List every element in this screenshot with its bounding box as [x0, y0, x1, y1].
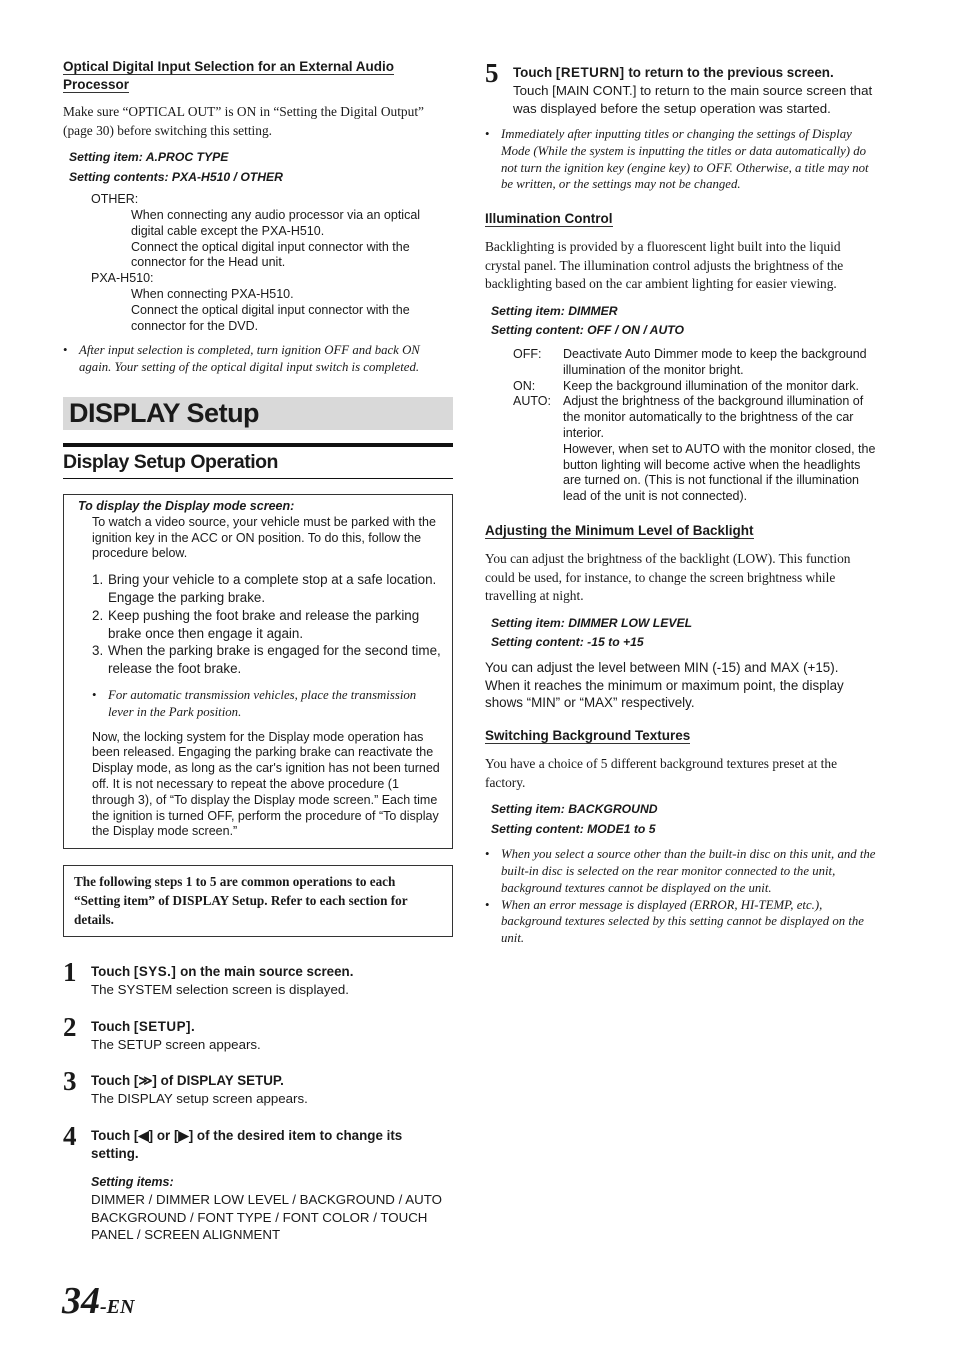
- step-4: [63, 1121, 453, 1243]
- left-column: [63, 58, 453, 1244]
- display-mode-note: • For automatic transmission vehicles, place the transmission lever in the Park position.: [92, 687, 417, 719]
- option-pxa-label: PXA-H510:: [91, 271, 154, 286]
- step-number: 1: [63, 957, 77, 988]
- step-number: 3: [63, 1066, 77, 1097]
- textures-note-1: • When you select a source other than the built-in disc on this unit, and the built-in disc is selected on the rear monitor connected to the unit, background textures cannot be displayed on the unit.: [485, 847, 876, 895]
- backlight-heading-wrap: [485, 522, 877, 540]
- step5-note: • Immediately after inputting titles or changing the settings of Display Mode (While the system is inputting the titles or data automatically) do not turn the ignition key (engine key) to OFF. Otherwise, a title may not be written, or the settings may not be changed.: [485, 127, 869, 192]
- double-chevron-right-icon: ≫: [138, 1073, 153, 1089]
- bullet-icon: •: [92, 687, 97, 702]
- illumination-setting-content: Setting content: OFF / ON / AUTO: [491, 323, 684, 338]
- optical-options: [63, 192, 453, 334]
- step-body: The SETUP screen appears.: [91, 1037, 261, 1053]
- option-other-desc1: When connecting any audio processor via an optical digital cable except the PXA-H510.: [131, 207, 421, 238]
- return-key-label: [RETURN]: [555, 65, 625, 80]
- display-mode-intro: To watch a video source, your vehicle must be parked with the ignition key in the ACC or ON position. To do this, follow the procedure below.: [92, 514, 436, 561]
- display-setup-title: DISPLAY Setup: [63, 397, 453, 430]
- steps-list: [63, 957, 453, 1243]
- step-body: Touch [MAIN CONT.] to return to the main source screen that was displayed before the setup operation was started.: [513, 83, 873, 116]
- step-2: [63, 1012, 453, 1072]
- option-pxa-desc2: Connect the optical digital input connector with the connector for the DVD.: [131, 302, 410, 333]
- display-mode-box: [63, 494, 453, 849]
- backlight-setting-content: Setting content: -15 to +15: [491, 635, 644, 650]
- optical-intro: Make sure “OPTICAL OUT” is ON in “Setting the Digital Output” (page 30) before switching this setting.: [63, 104, 424, 138]
- display-setup-operation-title: Display Setup Operation: [63, 443, 453, 479]
- list-item: 1. Bring your vehicle to a complete stop at a safe location. Engage the parking brake.: [92, 572, 437, 605]
- bullet-icon: •: [485, 847, 490, 862]
- optical-note-text: After input selection is completed, turn ignition OFF and back ON again. Your setting of the optical digital input switch is completed.: [79, 343, 420, 375]
- setup-key-label: [SETUP]: [133, 1019, 191, 1035]
- textures-note-2: • When an error message is displayed (ERROR, HI-TEMP, etc.), background textures selected by this setting cannot be displayed on the unit.: [485, 897, 864, 946]
- step-3: [63, 1066, 453, 1127]
- step-title: Touch [RETURN] to return to the previous screen.: [513, 65, 834, 80]
- bullet-icon: •: [485, 127, 490, 141]
- textures-setting-content: Setting content: MODE1 to 5: [491, 821, 656, 836]
- display-mode-heading: To display the Display mode screen:: [78, 498, 295, 513]
- page-suffix: -EN: [100, 1296, 135, 1318]
- dimmer-option-off: OFF: Deactivate Auto Dimmer mode to keep the background illumination of the monitor bright.: [513, 346, 867, 377]
- step-number: 4: [63, 1121, 77, 1152]
- dimmer-option-on: ON: Keep the background illumination of the monitor dark.: [513, 378, 860, 393]
- step-5: [485, 58, 877, 117]
- optical-heading-wrap: [63, 58, 433, 94]
- bullet-icon: •: [485, 897, 490, 912]
- step-number: 5: [485, 58, 499, 88]
- option-pxa-desc1: When connecting PXA-H510.: [131, 286, 294, 301]
- step-title: Touch [SYS.] on the main source screen.: [91, 964, 354, 980]
- illumination-heading: Illumination Control: [485, 211, 613, 227]
- backlight-heading: Adjusting the Minimum Level of Backlight: [485, 522, 754, 538]
- step-body: The SYSTEM selection screen is displayed.: [91, 982, 349, 998]
- textures-heading: Switching Background Textures: [485, 728, 691, 744]
- list-item: 3. When the parking brake is engaged for the second time, release the foot brake.: [92, 643, 441, 677]
- option-other-label: OTHER:: [91, 192, 139, 207]
- textures-body: You have a choice of 5 different background textures preset at the factory.: [485, 756, 838, 790]
- right-column: [485, 58, 877, 947]
- step-title: Touch [SETUP].: [91, 1019, 195, 1035]
- step-number: 2: [63, 1012, 77, 1043]
- backlight-setting-item: Setting item: DIMMER LOW LEVEL: [491, 615, 693, 630]
- dimmer-options: [485, 347, 877, 505]
- illumination-heading-wrap: [485, 210, 877, 228]
- display-mode-steps: [78, 571, 442, 678]
- optical-note: [63, 342, 453, 376]
- optical-setting-item: Setting item: A.PROC TYPE: [69, 150, 229, 165]
- illumination-setting-item: Setting item: DIMMER: [491, 303, 618, 318]
- step-title: Touch [≫] of DISPLAY SETUP.: [91, 1073, 284, 1089]
- step-body: The DISPLAY setup screen appears.: [91, 1091, 308, 1107]
- step-title: Touch [◀] or [▶] of the desired item to change its setting.: [91, 1128, 403, 1162]
- optical-setting-contents: Setting contents: PXA-H510 / OTHER: [69, 169, 283, 184]
- page-number: 34-EN: [62, 1280, 135, 1322]
- backlight-range: You can adjust the level between MIN (-15) and MAX (+15). When it reaches the minimum or maximum point, the display shows “MIN” or “MAX” respectively.: [485, 659, 844, 711]
- bullet-icon: •: [63, 343, 68, 358]
- backlight-body: You can adjust the brightness of the backlight (LOW). This function could be used, for instance, to change the screen brightness while travelling at night.: [485, 550, 851, 604]
- setting-items-list: DIMMER / DIMMER LOW LEVEL / BACKGROUND / AUTO BACKGROUND / FONT TYPE / FONT COLOR / TOUCH PANEL / SCREEN ALIGNMENT: [91, 1192, 442, 1243]
- left-arrow-icon: ◀: [138, 1128, 149, 1144]
- dimmer-option-auto: AUTO: Adjust the brightness of the background illumination of the monitor automatically to the brightness of the car interior. However, when set to AUTO with the monitor closed, the button lighting will become active when the headlights are turned on. (This is not functional if the illumination lead of the unit is not connected).: [513, 394, 876, 504]
- option-other-desc2: Connect the optical digital input connector with the connector for the Head unit.: [131, 239, 410, 270]
- setting-items-label: Setting items:: [91, 1175, 174, 1190]
- step-1: [63, 957, 453, 1018]
- illumination-body: Backlighting is provided by a fluorescent light built into the liquid crystal panel. The illumination control adjusts the brightness of the backlighting based on the car ambient lighting for easier viewing.: [485, 239, 844, 292]
- optical-heading: Optical Digital Input Selection for an External Audio Processor: [63, 59, 395, 92]
- list-item: 2. Keep pushing the foot brake and release the parking brake once then engage it again.: [92, 607, 420, 641]
- textures-heading-wrap: [485, 727, 877, 745]
- common-operations-box: The following steps 1 to 5 are common operations to each “Setting item” of DISPLAY Setup. Refer to each section for details.: [63, 865, 453, 937]
- textures-setting-item: Setting item: BACKGROUND: [491, 802, 658, 817]
- sys-key-label: [SYS.]: [133, 964, 177, 980]
- display-mode-body: Now, the locking system for the Display mode operation has been released. Engaging the parking brake can reactivate the Display mode, as long as the car's ignition has not been turned off. It is not necessary to repeat the above procedure (1 through 3), of “To display the Display mode screen.” Each time the ignition is turned OFF, perform the procedure of “To display the Display mode screen.”: [92, 729, 440, 839]
